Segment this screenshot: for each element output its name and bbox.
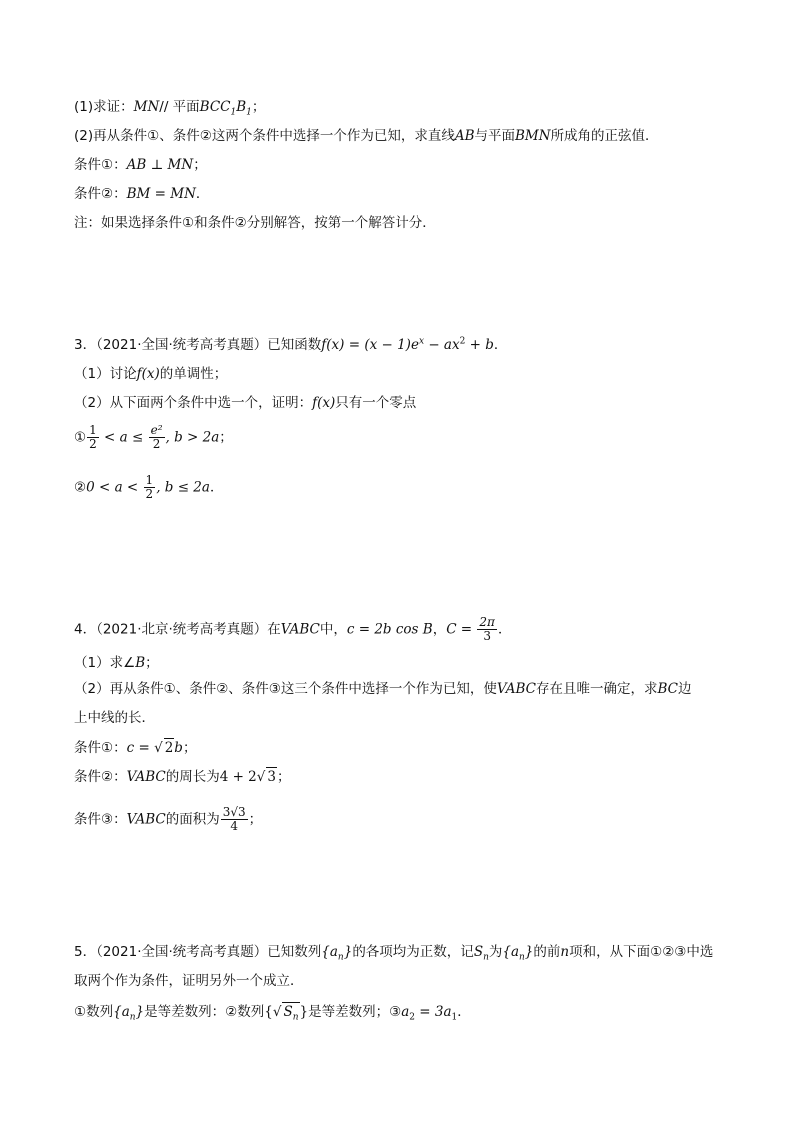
math: f(x) xyxy=(136,366,160,382)
text: 的面积为 xyxy=(165,811,220,828)
math: 4 + 2 xyxy=(219,769,257,785)
denominator: 4 xyxy=(230,819,238,833)
math: {a xyxy=(321,944,338,960)
text: ． xyxy=(195,186,210,202)
numerator: 1 xyxy=(145,473,154,487)
math: } xyxy=(524,944,534,960)
math: BCC xyxy=(199,99,231,115)
problem4-part2-line2 xyxy=(74,709,155,727)
text: (1)求证： xyxy=(74,99,134,115)
math: MN xyxy=(133,99,160,115)
text: 的前 xyxy=(533,944,561,960)
text: 所成角的正弦值． xyxy=(550,128,659,144)
math: , b > 2a xyxy=(165,429,220,446)
text: ； xyxy=(276,769,291,785)
problem4-condition1: 条件①：c = √ 2b； xyxy=(74,740,197,756)
text: 为 xyxy=(488,944,503,960)
text: ． xyxy=(493,337,508,353)
problem4-header xyxy=(74,616,511,643)
circled-number: ② xyxy=(74,479,87,496)
text: 4．（2021·北京·统考高考真题）在 xyxy=(74,621,281,638)
problem2-note xyxy=(74,214,436,232)
math: c = 2b cos B xyxy=(346,621,433,638)
text: 的周长为 xyxy=(165,769,220,785)
text: ①数列 xyxy=(74,1004,114,1020)
math: } xyxy=(343,944,353,960)
math: < a ≤ xyxy=(99,429,148,446)
label: 条件②： xyxy=(74,769,127,785)
math: AB ⊥ MN xyxy=(126,157,194,173)
math: b xyxy=(174,740,183,756)
text: (2)再从条件①、条件②这两个条件中选择一个作为已知，求直线 xyxy=(74,128,455,144)
math: S xyxy=(283,1004,293,1020)
math: , b ≤ 2a xyxy=(156,479,210,496)
math: } xyxy=(299,1004,309,1020)
numerator: 3√3 xyxy=(222,805,246,819)
text: 的单调性； xyxy=(159,366,228,382)
math: B xyxy=(236,99,247,115)
circled-number: ① xyxy=(74,429,87,446)
math: {a xyxy=(113,1004,130,1020)
radicand: 2 xyxy=(164,740,174,756)
text: 5．（2021·全国·统考高考真题）已知数列 xyxy=(74,944,322,960)
math: } xyxy=(135,1004,145,1020)
text: ； xyxy=(145,655,159,671)
text: 项和，从下面①②③中选 xyxy=(569,944,714,960)
math: = 3a xyxy=(415,1004,452,1020)
text: 是等差数列：②数列 xyxy=(144,1004,265,1020)
problem3-part1 xyxy=(74,365,227,383)
math: VABC xyxy=(280,621,320,638)
fraction xyxy=(149,424,165,451)
text: ， xyxy=(432,621,447,638)
text: 只有一个零点 xyxy=(335,395,417,411)
denominator: 2 xyxy=(152,437,161,451)
text: ． xyxy=(209,479,224,496)
numerator: 2π xyxy=(479,615,495,629)
denominator: 2 xyxy=(89,437,97,451)
problem5-header xyxy=(74,943,713,961)
label: 条件①： xyxy=(74,740,127,756)
text: （1）求∠ xyxy=(74,655,136,671)
math: + b xyxy=(465,337,494,353)
text: ； xyxy=(248,811,263,828)
problem3-header xyxy=(74,336,507,354)
fraction xyxy=(477,616,497,643)
numerator: 1 xyxy=(89,423,97,437)
radicand xyxy=(282,1002,299,1021)
label: 条件②： xyxy=(74,186,127,202)
math: { xyxy=(264,1004,273,1020)
problem2-part1 xyxy=(74,98,265,116)
math: a xyxy=(401,1004,410,1020)
text: 3．（2021·全国·统考高考真题）已知函数 xyxy=(74,337,322,353)
problem4-condition3 xyxy=(74,806,262,833)
fraction xyxy=(144,474,156,501)
subscript: n xyxy=(519,952,525,963)
radicand: 3 xyxy=(267,769,276,785)
text: ； xyxy=(251,99,266,115)
text: 取两个作为条件，证明另外一个成立． xyxy=(74,973,304,989)
math: VABC xyxy=(126,811,166,828)
text: 中， xyxy=(319,621,347,638)
math: n xyxy=(560,944,570,960)
text: （2）再从条件①、条件②、条件③这三个条件中选择一个作为已知，使 xyxy=(74,681,497,697)
problem5-conditions: ①数列$\{a_n\}$是等差数列：②数列{√ $S_n$}是等差数列；$③a_2 = 3a_1$． xyxy=(74,1004,471,1023)
text: 上中线的长． xyxy=(74,710,155,726)
math: VABC xyxy=(126,769,166,785)
text: ． xyxy=(497,621,512,638)
label: 条件①： xyxy=(74,157,127,173)
math: BC xyxy=(657,681,679,697)
math: B xyxy=(135,655,146,671)
text: 与平面 xyxy=(474,128,515,144)
math: f(x) = (x − 1)e xyxy=(321,337,419,353)
math: BMN xyxy=(515,128,551,144)
problem4-part2 xyxy=(74,680,692,698)
math: − ax xyxy=(424,337,460,353)
superscript: x xyxy=(418,336,425,347)
math: VABC xyxy=(496,681,536,697)
problem3-option2 xyxy=(74,474,223,501)
problem2-part2 xyxy=(74,127,659,145)
problem2-condition2 xyxy=(74,185,209,203)
math: C = xyxy=(446,621,477,638)
subscript: 1 xyxy=(246,107,252,118)
fraction xyxy=(221,806,248,833)
math: 0 < a < xyxy=(86,479,143,496)
denominator: 2 xyxy=(145,487,154,501)
problem4-condition2: 条件②：VABC的周长为4 + 2√ 3； xyxy=(74,769,291,785)
text: ； xyxy=(193,157,207,173)
problem4-part1 xyxy=(74,654,159,672)
text: 边 xyxy=(678,681,692,697)
math: AB xyxy=(454,128,475,144)
denominator: 3 xyxy=(483,629,491,643)
problem2-condition1 xyxy=(74,156,207,174)
fraction xyxy=(87,424,99,451)
subscript: 2 xyxy=(409,1012,415,1023)
subscript: 1 xyxy=(451,1012,458,1023)
math: f(x) xyxy=(312,395,336,411)
label: 条件③： xyxy=(74,811,127,828)
subscript: n xyxy=(129,1012,136,1023)
math: c = xyxy=(126,740,155,756)
text: 的各项均为正数，记 xyxy=(352,944,474,960)
subscript: n xyxy=(483,952,489,963)
problem5-line2 xyxy=(74,972,304,990)
subscript: n xyxy=(337,952,344,963)
math: S xyxy=(473,944,484,960)
superscript: 2 xyxy=(459,336,466,347)
problem3-option1 xyxy=(74,424,233,451)
text: 是等差数列；③ xyxy=(308,1004,402,1020)
problem3-part2 xyxy=(74,394,416,412)
math: BM = MN xyxy=(126,186,196,202)
text: （2）从下面两个条件中选一个，证明： xyxy=(74,395,313,411)
note-text: 注：如果选择条件①和条件②分别解答，按第一个解答计分． xyxy=(74,215,436,231)
text: ； xyxy=(219,429,233,446)
text: 存在且唯一确定，求 xyxy=(536,681,658,697)
text: （1）讨论 xyxy=(74,366,137,382)
text: // 平面 xyxy=(159,99,200,115)
math: {a xyxy=(502,944,519,960)
subscript: 1 xyxy=(230,107,237,118)
subscript: n xyxy=(292,1012,299,1023)
text: ． xyxy=(457,1004,471,1020)
numerator: e² xyxy=(150,423,163,437)
text: ； xyxy=(182,740,197,756)
